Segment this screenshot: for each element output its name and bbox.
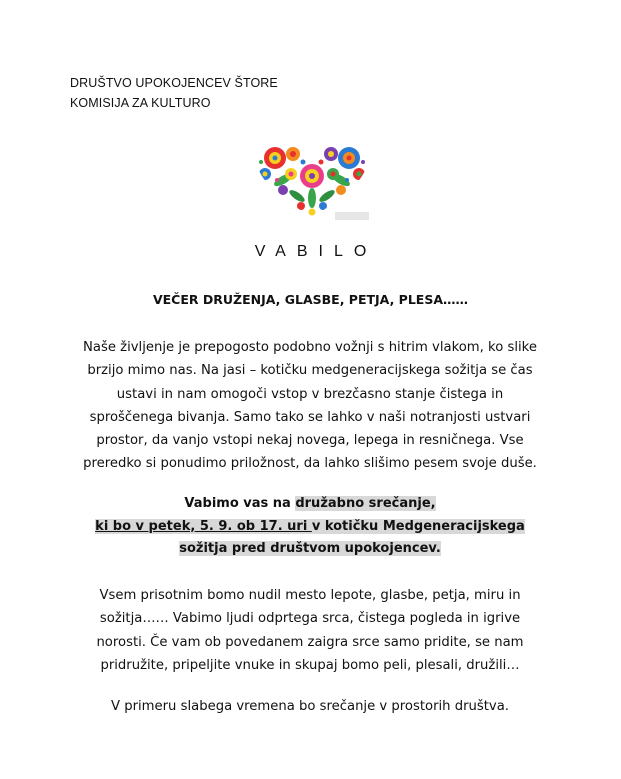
committee-name: KOMISIJA ZA KULTURO [70,96,211,110]
intro-line: ustavi in nam omogoči vstop v brezčasno stanje čistega in [116,386,504,402]
intro-line: prostor, da vanjo vstopi nekaj novega, lepega in resničnega. Vse [96,433,524,449]
intro-line: sproščenega bivanja. Samo tako se lahko v naši notranjosti ustvari [89,409,531,425]
weather-note-text: V primeru slabega vremena bo srečanje v prostorih društva. [111,699,509,714]
invitation-text: Vabimo vas na [184,496,296,511]
invitation-line-2 [60,516,560,539]
invitation-line-1 [60,493,560,516]
event-location: v kotičku Medgeneracijskega [311,518,525,534]
intro-line: Naše življenje je prepogosto podobno vožnji s hitrim vlakom, ko slike [83,340,537,355]
invitation-line-3 [60,538,560,561]
invitation-highlight: družabno srečanje, [295,496,436,511]
closing-line: Vsem prisotnim bomo nudil mesto lepote, glasbe, petja, miru in [99,588,521,603]
closing-line: norosti. Če vam ob povedanem zaigra srce samo pridite, se nam [96,634,524,650]
intro-line: preredko si ponudimo priložnost, da lahko slišimo pesem svoje duše. [83,456,537,472]
closing-paragraph [60,584,560,677]
folk-flower-heart-icon [253,140,371,222]
invitation-block [60,493,560,561]
event-date-time: ki bo v petek, 5. 9. ob 17. uri [95,518,312,534]
event-subtitle: VEČER DRUŽENJA, GLASBE, PETJA, PLESA…… [152,292,469,307]
event-location-detail: sožitja pred društvom upokojencev. [179,541,441,556]
organization-name: DRUŠTVO UPOKOJENCEV ŠTORE [70,76,278,90]
page-title: VABILO [254,243,378,260]
weather-note [60,695,560,718]
organization-header [70,73,278,113]
intro-paragraph [60,336,560,476]
closing-line: pridružite, pripeljite vnuke in skupaj bomo peli, plesali, družili… [100,657,520,673]
closing-line: sožitja…… Vabimo ljudi odprtega srca, čistega pogleda in igrive [99,611,521,627]
intro-line: brzijo mimo nas. Na jasi – kotičku medgeneracijskega sožitja se čas [87,363,533,379]
